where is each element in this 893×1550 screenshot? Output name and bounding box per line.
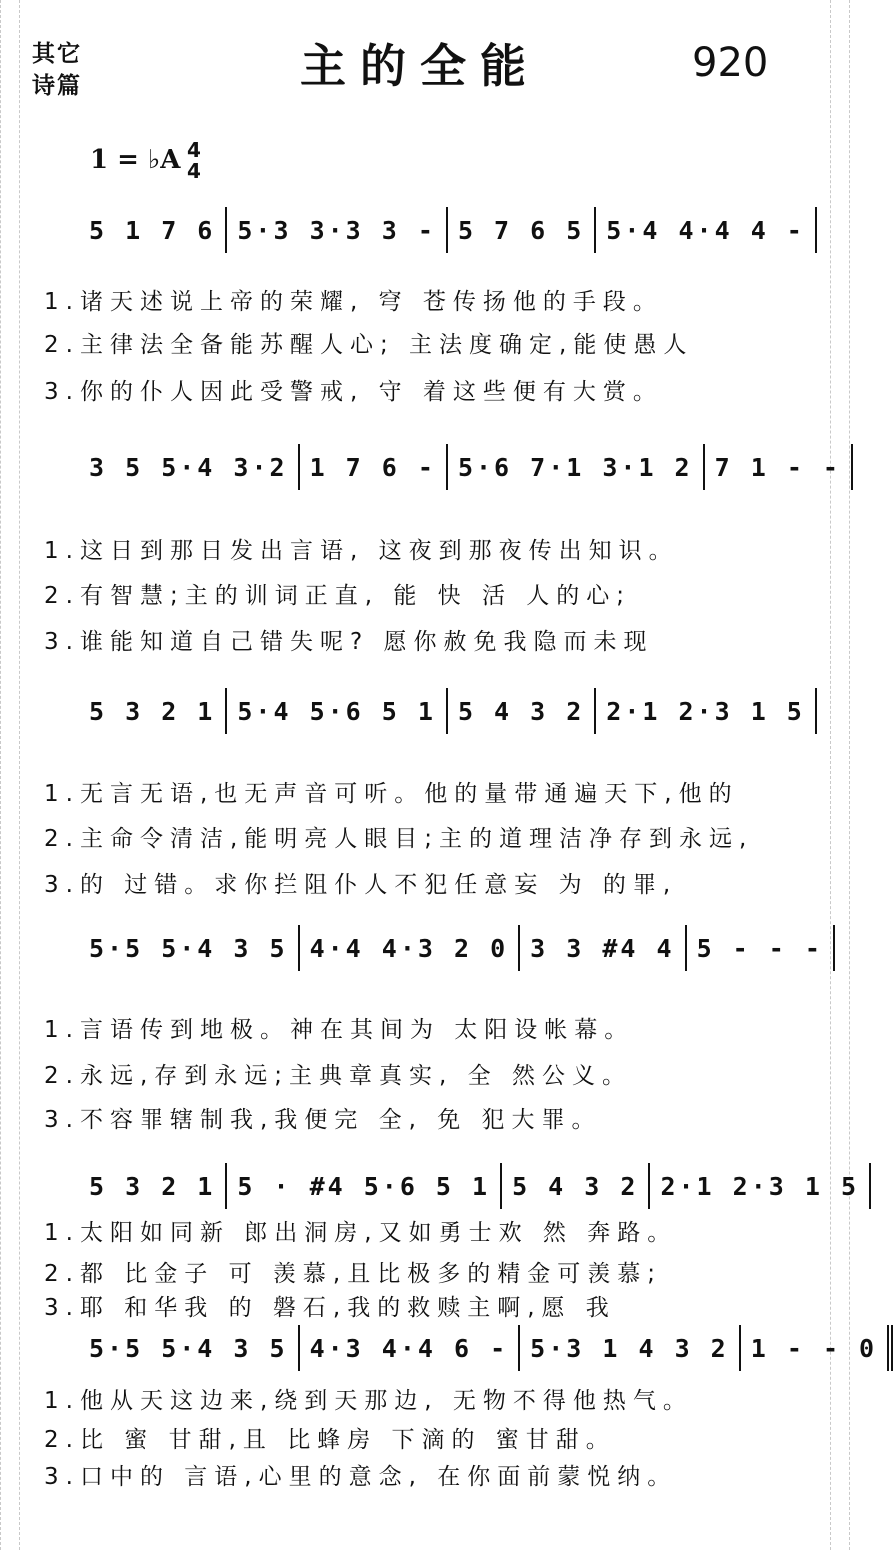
time-signature-bottom: 4 xyxy=(187,159,201,183)
time-signature xyxy=(182,140,206,182)
notation-line xyxy=(85,1163,860,1209)
lyric-line: 1.这日到那日发出言语, 这夜到那夜传出知识。 xyxy=(44,538,679,564)
lyric-line: 2.永远,存到永远;主典章真实, 全 然公义。 xyxy=(44,1063,632,1089)
measure: 5 · #4 5·6 5 1 xyxy=(227,1163,502,1209)
measure: 5·3 3·3 3 - xyxy=(227,207,448,253)
lyric-line: 2.主律法全备能苏醒人心; 主法度确定,能使愚人 xyxy=(44,332,694,358)
measure: 5 4 3 2 xyxy=(448,688,596,734)
measure: 5·5 5·4 3 5 xyxy=(85,925,300,971)
measure: 3 3 #4 4 xyxy=(520,925,686,971)
measure: 5 7 6 5 xyxy=(448,207,596,253)
measure: 4·3 4·4 6 - xyxy=(300,1325,521,1371)
measure: 5 - - - xyxy=(687,925,835,971)
lyric-line: 1.言语传到地极。神在其间为 太阳设帐幕。 xyxy=(44,1017,635,1043)
lyric-line: 3.不容罪辖制我,我便完 全, 免 犯大罪。 xyxy=(44,1107,602,1133)
hymn-number: 920 xyxy=(692,40,769,86)
notation-line xyxy=(85,444,841,490)
left-margin-strip xyxy=(0,0,20,1550)
measure: 2·1 2·3 1 5 xyxy=(596,688,817,734)
notation-line xyxy=(85,688,805,734)
lyric-line: 3.的 过错。求你拦阻仆人不犯任意妄 为 的罪, xyxy=(44,872,678,898)
time-signature-top: 4 xyxy=(187,138,201,162)
notation-line xyxy=(85,1325,878,1371)
measure: 5·5 5·4 3 5 xyxy=(85,1325,300,1371)
measure: 5 4 3 2 xyxy=(502,1163,650,1209)
category-line-1: 其它 xyxy=(32,41,82,67)
measure: 5 3 2 1 xyxy=(85,1163,227,1209)
measure: 3 5 5·4 3·2 xyxy=(85,444,300,490)
measure: 5·4 5·6 5 1 xyxy=(227,688,448,734)
measure: 1 7 6 - xyxy=(300,444,448,490)
category-line-2: 诗篇 xyxy=(32,73,82,99)
measure: 2·1 2·3 1 5 xyxy=(650,1163,871,1209)
notation-line xyxy=(85,925,823,971)
measure: 4·4 4·3 2 0 xyxy=(300,925,521,971)
right-margin-strip xyxy=(830,0,850,1550)
lyric-line: 2.比 蜜 甘甜,且 比蜂房 下滴的 蜜甘甜。 xyxy=(44,1427,616,1453)
measure: 5·3 1 4 3 2 xyxy=(520,1325,741,1371)
measure: 5·4 4·4 4 - xyxy=(596,207,817,253)
lyric-line: 2.主命令清洁,能明亮人眼目;主的道理洁净存到永远, xyxy=(44,826,754,852)
measure: 7 1 - - xyxy=(705,444,853,490)
category-label xyxy=(32,38,92,102)
hymn-title: 主的全能 xyxy=(300,39,540,93)
lyric-line: 1.无言无语,也无声音可听。他的量带通遍天下,他的 xyxy=(44,781,739,807)
lyric-line: 3.耶 和华我 的 磐石,我的救赎主啊,愿 我 xyxy=(44,1295,616,1321)
lyric-line: 1.诸天述说上帝的荣耀, 穹 苍传扬他的手段。 xyxy=(44,289,663,315)
measure: 5 1 7 6 xyxy=(85,207,227,253)
measure: 5·6 7·1 3·1 2 xyxy=(448,444,705,490)
lyric-line: 2.都 比金子 可 羡慕,且比极多的精金可羡慕; xyxy=(44,1261,662,1287)
measure: 1 - - 0 xyxy=(741,1325,893,1371)
lyric-line: 1.太阳如同新 郎出洞房,又如勇士欢 然 奔路。 xyxy=(44,1220,678,1246)
lyric-line: 3.你的仆人因此受警戒, 守 着这些便有大赏。 xyxy=(44,379,663,405)
measure: 5 3 2 1 xyxy=(85,688,227,734)
lyric-line: 3.谁能知道自己错失呢? 愿你赦免我隐而未现 xyxy=(44,629,654,655)
lyric-line: 2.有智慧;主的训词正直, 能 快 活 人的心; xyxy=(44,583,631,609)
lyric-line: 3.口中的 言语,心里的意念, 在你面前蒙悦纳。 xyxy=(44,1464,678,1490)
key-signature: 1 = ♭A xyxy=(90,145,181,175)
lyric-line: 1.他从天这边来,绕到天那边, 无物不得他热气。 xyxy=(44,1388,693,1414)
notation-line xyxy=(85,207,805,253)
